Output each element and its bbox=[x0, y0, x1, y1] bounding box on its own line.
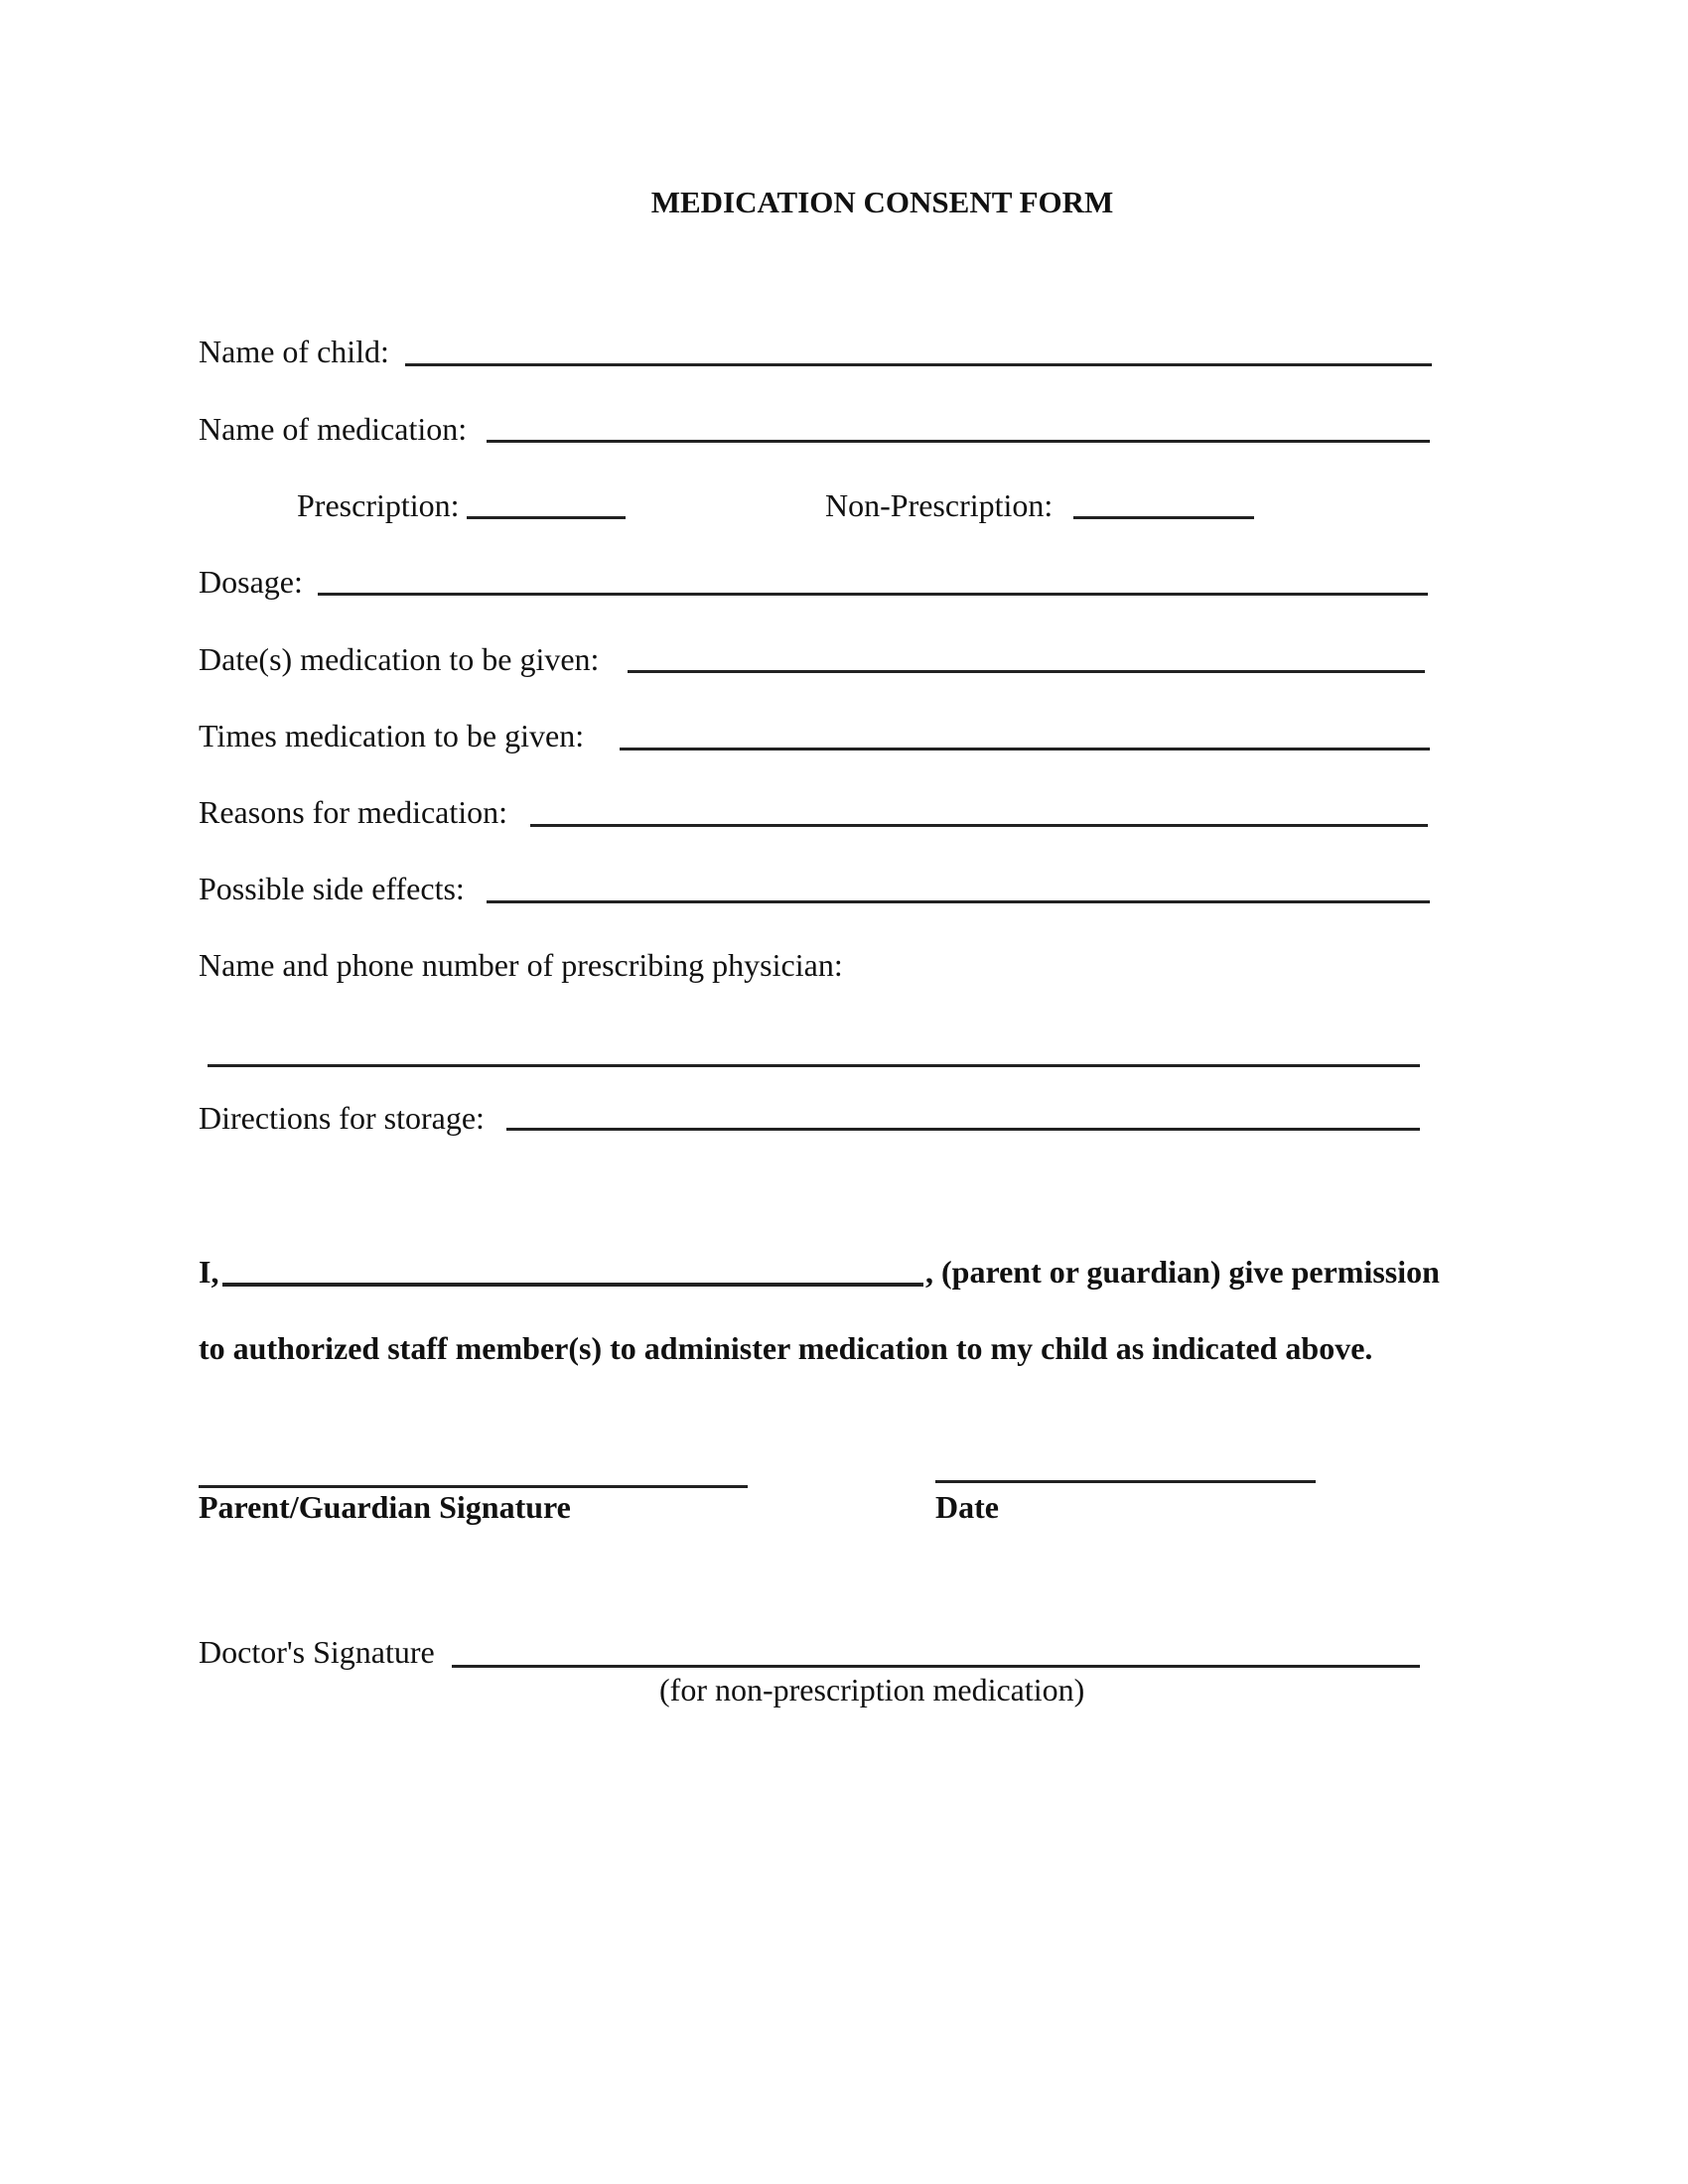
doctor-signature-field[interactable] bbox=[452, 1665, 1420, 1668]
storage-label: Directions for storage: bbox=[199, 1100, 485, 1136]
prescription-field[interactable] bbox=[467, 516, 626, 519]
medication-name-label: Name of medication: bbox=[199, 411, 468, 447]
medication-name-field[interactable] bbox=[487, 440, 1430, 443]
doctor-signature-label: Doctor's Signature bbox=[199, 1634, 435, 1670]
date-field[interactable] bbox=[935, 1480, 1316, 1483]
times-field[interactable] bbox=[620, 748, 1430, 751]
parent-signature-label: Parent/Guardian Signature bbox=[199, 1489, 571, 1525]
non-prescription-field[interactable] bbox=[1073, 516, 1254, 519]
guardian-name-field[interactable] bbox=[222, 1283, 923, 1287]
child-name-label: Name of child: bbox=[199, 334, 389, 369]
reasons-field[interactable] bbox=[530, 824, 1428, 827]
side-effects-field[interactable] bbox=[487, 900, 1430, 903]
form-title: MEDICATION CONSENT FORM bbox=[650, 185, 1114, 219]
side-effects-label: Possible side effects: bbox=[199, 871, 465, 906]
doctor-signature-note: (for non-prescription medication) bbox=[659, 1672, 1085, 1707]
dosage-label: Dosage: bbox=[199, 564, 303, 600]
physician-label: Name and phone number of prescribing physician: bbox=[199, 947, 843, 983]
consent-prefix: I, bbox=[199, 1254, 219, 1290]
consent-statement: to authorized staff member(s) to administer medication to my child as indicated above. bbox=[199, 1330, 1373, 1366]
dosage-field[interactable] bbox=[318, 593, 1428, 596]
dates-label: Date(s) medication to be given: bbox=[199, 641, 600, 677]
date-label: Date bbox=[935, 1489, 999, 1525]
non-prescription-label: Non-Prescription: bbox=[825, 487, 1054, 523]
dates-field[interactable] bbox=[628, 670, 1425, 673]
prescription-label: Prescription: bbox=[297, 487, 460, 523]
storage-field[interactable] bbox=[506, 1128, 1420, 1131]
consent-suffix: , (parent or guardian) give permission bbox=[925, 1254, 1440, 1290]
child-name-field[interactable] bbox=[405, 363, 1432, 366]
physician-field[interactable] bbox=[208, 1064, 1420, 1067]
parent-signature-field[interactable] bbox=[199, 1485, 748, 1488]
reasons-label: Reasons for medication: bbox=[199, 794, 508, 830]
times-label: Times medication to be given: bbox=[199, 718, 585, 753]
